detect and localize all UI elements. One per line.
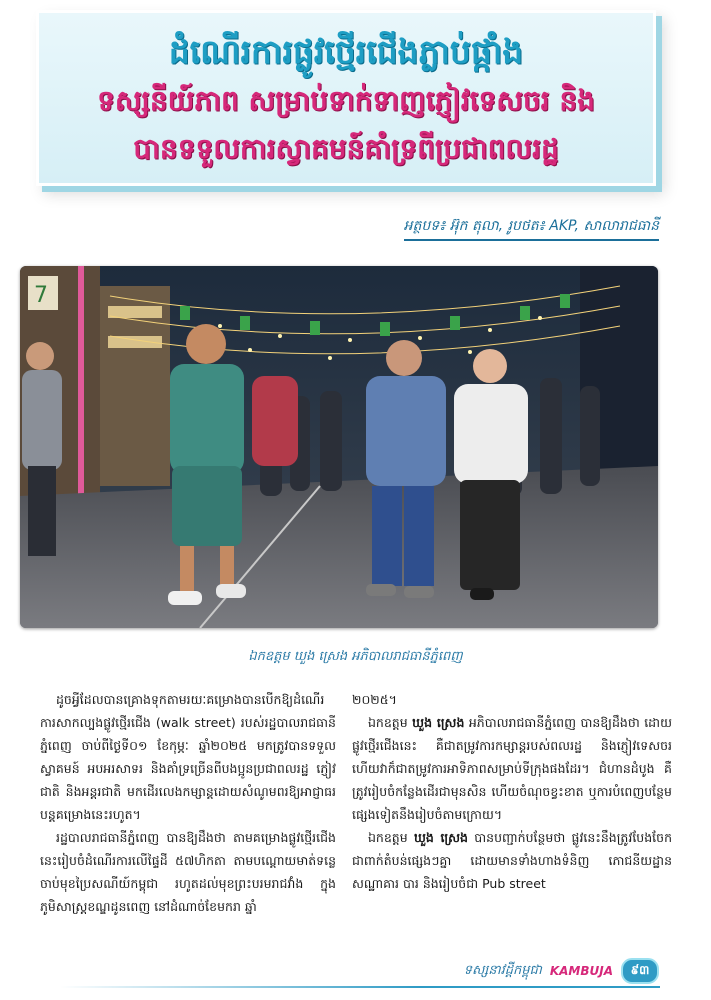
title-text: ឯកឧត្តម [368,715,408,730]
footer-divider [60,986,660,988]
paragraph [352,826,672,895]
paragraph-text: បានបញ្ជាក់បន្ថែមថា ផ្លូវនេះនឹងត្រូវបែងចែកជាពាក់តំបន់ផ្សេងៗគ្នា ដោយមានទាំងហាងទំនិញ ភោជនីយដ្ឋាន សណ្ឋាគារ បារ និងរៀបចំជា Pub street [352,830,672,891]
photo-caption: ឯកឧត្តម ឃួង ស្រេង អភិបាលរាជធានីភ្នំពេញ [248,649,463,664]
person-name: ឃួង ស្រេង [412,715,465,730]
paragraph-text: អភិបាលរាជធានីភ្នំពេញ បានឱ្យដឹងថា ដោយផ្លូវថ្មើរជើងនេះ គឺជាតម្រូវការកម្សាន្តរបស់ពលរដ្ឋ និងភ្ញៀវទេសចរ ហើយវាក៏ជាតម្រូវការអាទិភាពសម្រាប់ទីក្រុងផងដែរ។ ជំហានដំបូង គឺត្រូវរៀបចំកន្លែងដើរជាមុនសិន ហើយចំណុចខ្វះខាត ឬការបំពេញបន្ថែមផ្សេងទៀតនឹងរៀបចំតាមក្រោយ។ [352,715,672,822]
shop-sign-text: 7 [34,283,48,308]
person-name: ឃួង ស្រេង [413,830,468,845]
headline-line-1: ដំណើរការផ្លូវថ្មើរជើងភ្លាប់ផ្កាំង [168,32,524,71]
headline-line-3: បានទទួលការស្វាគមន៍គាំទ្រពីប្រជាពលរដ្ឋ [133,132,559,165]
news-photo [20,266,658,628]
article-column-left [40,688,336,918]
headline-line-2: ទស្សនីយ៍ភាព សម្រាប់ទាក់ទាញភ្ញៀវទេសចរ និង [97,84,595,117]
byline: អត្ថបទ៖ អ៊ុក តុលា, រូបថត៖ AKP, សាលារាជធានី [404,216,659,241]
article-column-right [352,688,672,895]
page-number: ៩៣ [621,958,659,984]
paragraph: រដ្ឋបាលរាជធានីភ្នំពេញ បានឱ្យដឹងថា តាមគម្រោងផ្លូវថ្មើរជើងនេះរៀបចំដំណើរការលើផ្ទៃដី ៥៧ហិកតា តាមបណ្ដោយមាត់ទន្លេ ចាប់មុខប្រៃសណីយ៍កម្ពុជា រហូតដល់មុខព្រះបរមរាជវាំង ក្នុងភូមិសាស្ត្រខណ្ឌដូនពេញ នៅដំណាច់ខែមករា ឆ្នាំ [40,830,336,914]
brand-name: KAMBUJA [549,964,613,978]
paragraph: ២០២៥។ [352,692,397,707]
headline-box [36,10,656,186]
magazine-name: ទស្សនាវដ្ដីកម្ពុជា [463,962,542,978]
photo-illustration [20,266,658,628]
paragraph: ដូចអ្វីដែលបានគ្រោងទុកតាមរយៈគម្រោងបានបើកឱ្យដំណើរការសាកល្បងផ្លូវថ្មើរជើង (walk street) របស់រដ្ឋបាលរាជធានីភ្នំពេញ ចាប់ពីថ្ងៃទី០១ ខែកុម្ភៈ ឆ្នាំ២០២៥ មកត្រូវបានទទួលស្វាគមន៍ អបអរសាទរ និងគាំទ្រច្រើនពីបងប្អូនប្រជាពលរដ្ឋ ភ្ញៀវជាតិ និងអន្តរជាតិ មកដើរលេងកម្សាន្តដោយសំណូមពរឱ្យអាជ្ញាធរបន្តគម្រោងនេះរហូត។ [40,692,336,822]
title-text: ឯកឧត្តម [368,830,408,845]
paragraph [352,711,672,826]
page-footer [464,958,659,984]
